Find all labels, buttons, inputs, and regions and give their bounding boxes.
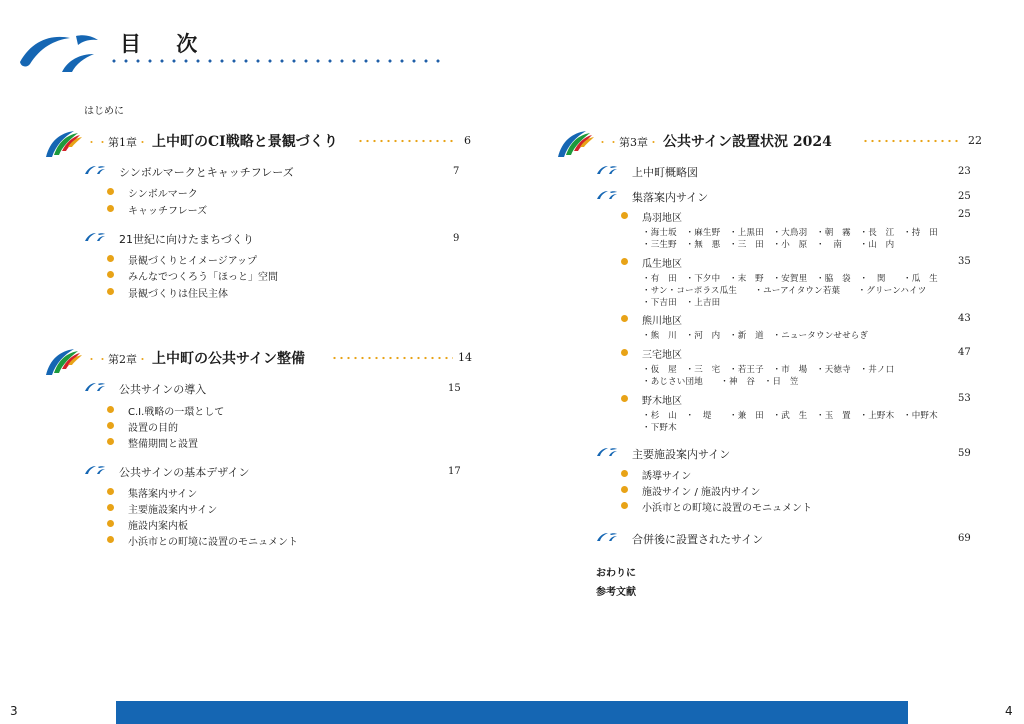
section-wave-small-icon [596, 447, 618, 457]
chapter3-title: 公共サイン設置状況 2024 [663, 134, 832, 150]
section-wave-small-icon [84, 382, 106, 392]
section-public-sign-intro: 公共サインの導入 [119, 383, 207, 396]
intro-entry: はじめに [84, 106, 124, 117]
section-wave-small-icon [84, 165, 106, 175]
section-town-map-page: 23 [958, 166, 971, 177]
item-monument: 小浜市との町境に設置のモニュメント [128, 533, 298, 548]
title-dotted-rule [108, 59, 443, 63]
item-purpose: 設置の目的 [128, 419, 178, 434]
section-post-merger-signs: 合併後に設置されたサイン [632, 533, 764, 546]
section-wave-small-icon [84, 232, 106, 242]
section-post-merger-signs-page: 69 [958, 533, 971, 544]
section-public-sign-intro-page: 15 [448, 383, 461, 394]
item-village-sign: 集落案内サイン [128, 485, 197, 500]
page-number-left: 3 [10, 704, 18, 718]
section-wave-small-icon [596, 532, 618, 542]
page-title: 目 次 [120, 31, 212, 56]
chapter1-leader [357, 139, 457, 143]
section-facility-signs-page: 59 [958, 448, 971, 459]
district-miyake: 三宅地区 [642, 346, 682, 361]
chapter1-title: 上中町のCI戦略と景観づくり [152, 134, 338, 150]
item-hotto-space: みんなでつくろう「ほっと」空間 [128, 268, 278, 283]
page-number-right: 4 [1005, 704, 1013, 718]
item-indoor-board: 施設内案内板 [128, 517, 188, 532]
section-facility-signs: 主要施設案内サイン [632, 448, 731, 461]
district-toba-page: 25 [958, 209, 971, 220]
item-guide-sign: 誘導サイン [642, 467, 691, 482]
section-village-signs: 集落案内サイン [632, 191, 709, 204]
item-facility-indoor-sign: 施設サイン / 施設内サイン [642, 483, 760, 498]
district-kumagawa: 熊川地区 [642, 312, 682, 327]
chapter2-label: ・・第2章・ [86, 353, 148, 366]
item-landscape-image: 景観づくりとイメージアップ [128, 252, 257, 267]
district-miyake-line: ・あじさい団地 ・神 谷 ・日 笠 [642, 377, 799, 387]
district-uryu-line: ・有 田 ・下夕中 ・末 野 ・安賀里 ・脇 袋 ・ 関 ・瓜 生 [642, 274, 938, 284]
section-symbol-catchphrase: シンボルマークとキャッチフレーズ [119, 166, 294, 179]
item-border-monument: 小浜市との町境に設置のモニュメント [642, 499, 812, 514]
district-toba-line: ・三生野 ・無 悪 ・三 田 ・小 原 ・ 南 ・山 内 [642, 240, 895, 250]
chapter2-title: 上中町の公共サイン整備 [152, 351, 306, 367]
district-kumagawa-page: 43 [958, 313, 971, 324]
footer-bar [116, 701, 908, 724]
item-resident-led: 景観づくりは住民主体 [128, 285, 228, 300]
item-symbol-mark: シンボルマーク [128, 185, 198, 200]
outro-afterword: おわりに [596, 568, 636, 579]
district-miyake-line: ・仮 屋 ・三 宅 ・若王子 ・市 場 ・天徳寺 ・井ノ口 [642, 365, 895, 375]
chapter2-page: 14 [458, 351, 472, 364]
district-uryu-line: ・サン・コーポラス瓜生 ・ユーアイタウン若葉 ・グリーンハイツ [642, 286, 927, 296]
district-uryu-line: ・下吉田 ・上吉田 [642, 298, 721, 308]
section-wave-small-icon [596, 165, 618, 175]
section-basic-design: 公共サインの基本デザイン [119, 466, 250, 479]
chapter3-page: 22 [968, 134, 982, 147]
district-toba: 鳥羽地区 [642, 209, 682, 224]
outro-references: 参考文献 [596, 587, 636, 598]
item-period: 整備期間と設置 [128, 435, 198, 450]
section-town-map: 上中町概略図 [632, 166, 698, 179]
section-basic-design-page: 17 [448, 466, 461, 477]
district-uryu-page: 35 [958, 256, 971, 267]
chapter2-symbol-mark-icon [44, 345, 84, 377]
district-uryu: 瓜生地区 [642, 255, 682, 270]
item-catchphrase: キャッチフレーズ [128, 202, 207, 217]
item-facility-sign: 主要施設案内サイン [128, 501, 217, 516]
chapter3-leader [862, 139, 962, 143]
section-wave-small-icon [596, 190, 618, 200]
section-symbol-catchphrase-page: 7 [453, 166, 460, 177]
district-toba-line: ・海士坂 ・麻生野 ・上黒田 ・大鳥羽 ・朝 霧 ・長 江 ・持 田 [642, 228, 938, 238]
section-wave-small-icon [84, 465, 106, 475]
district-nogi-page: 53 [958, 393, 971, 404]
chapter1-symbol-mark-icon [44, 127, 84, 159]
district-nogi: 野木地区 [642, 392, 682, 407]
chapter3-symbol-mark-icon [556, 127, 596, 159]
chapter3-label: ・・第3章・ [597, 136, 659, 149]
district-nogi-line: ・杉 山 ・ 堤 ・兼 田 ・武 生 ・玉 置 ・上野木 ・中野木 [642, 411, 938, 421]
title-wave-logo-icon [18, 34, 100, 74]
section-21st-century-page: 9 [453, 233, 460, 244]
chapter1-page: 6 [464, 134, 471, 147]
chapter1-label: ・・第1章・ [86, 136, 148, 149]
section-21st-century: 21世紀に向けたまちづくり [119, 233, 254, 246]
chapter2-leader [331, 356, 453, 360]
item-ci-strategy: C.I.戦略の一環として [128, 403, 224, 418]
district-kumagawa-line: ・熊 川 ・河 内 ・新 道 ・ニュータウンせせらぎ [642, 331, 869, 341]
district-nogi-line: ・下野木 [642, 423, 677, 433]
section-village-signs-page: 25 [958, 191, 971, 202]
district-miyake-page: 47 [958, 347, 971, 358]
